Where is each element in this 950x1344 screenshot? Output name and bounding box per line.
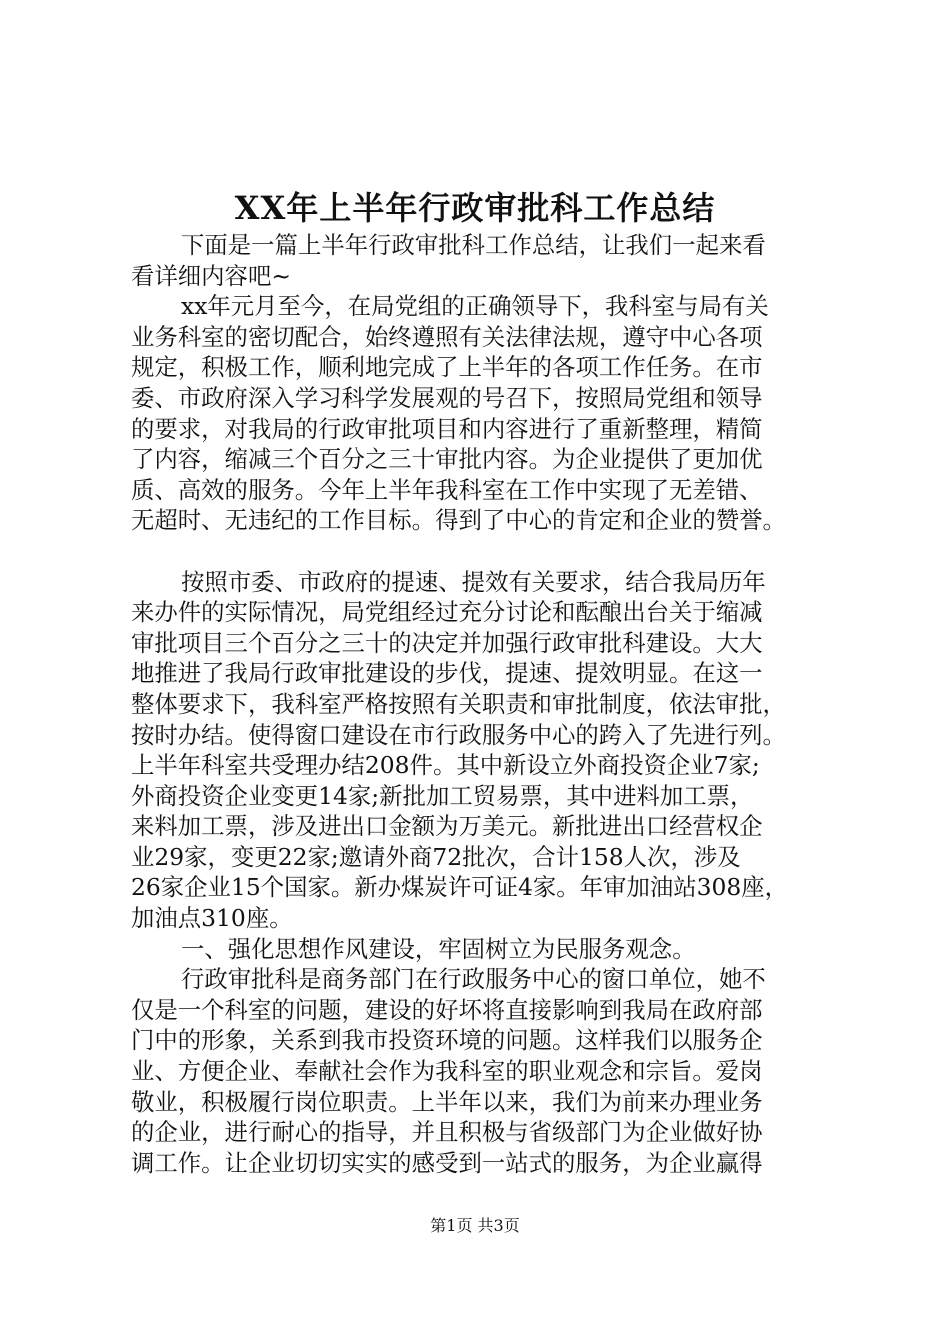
page-number-footer: 第1页 共3页	[430, 1216, 520, 1235]
paragraph-line: 业、方便企业、奉献社会作为我科室的职业观念和宗旨。爱岗	[131, 1057, 763, 1086]
paragraph-line: 整体要求下，我科室严格按照有关职责和审批制度，依法审批，	[131, 689, 786, 718]
paragraph-line: 按照市委、市政府的提速、提效有关要求，结合我局历年	[181, 567, 766, 596]
paragraph-line: 委、市政府深入学习科学发展观的号召下，按照局党组和领导	[131, 383, 763, 412]
paragraph-line: 外商投资企业变更14家;新批加工贸易票，其中进料加工票，	[131, 781, 754, 810]
paragraph-line: 按时办结。使得窗口建设在市行政服务中心的跨入了先进行列。	[131, 720, 786, 749]
paragraph-line: 审批项目三个百分之三十的决定并加强行政审批科建设。大大	[131, 628, 763, 657]
paragraph-line: 敬业，积极履行岗位职责。上半年以来，我们为前来办理业务	[131, 1087, 763, 1116]
paragraph-line: 加油点310座。	[131, 904, 293, 933]
paragraph-line: 看详细内容吧~	[131, 261, 291, 290]
document-title: XX年上半年行政审批科工作总结	[234, 189, 716, 227]
paragraph-line: 的企业，进行耐心的指导，并且积极与省级部门为企业做好协	[131, 1118, 763, 1147]
paragraph-line: 来料加工票，涉及进出口金额为万美元。新批进出口经营权企	[131, 812, 763, 841]
paragraph-line: 的要求，对我局的行政审批项目和内容进行了重新整理，精简	[131, 414, 763, 443]
section-heading: 一、强化思想作风建设，牢固树立为民服务观念。	[181, 934, 696, 963]
paragraph-line: 行政审批科是商务部门在行政服务中心的窗口单位，她不	[181, 965, 766, 994]
paragraph-spacer	[131, 536, 831, 567]
paragraph-line: 无超时、无违纪的工作目标。得到了中心的肯定和企业的赞誉。	[131, 506, 786, 535]
document-body	[131, 230, 831, 1178]
paragraph-line: 业29家，变更22家;邀请外商72批次，合计158人次，涉及	[131, 842, 741, 871]
paragraph-line: xx年元月至今，在局党组的正确领导下，我科室与局有关	[181, 292, 769, 321]
paragraph-line: 来办件的实际情况，局党组经过充分讨论和酝酿出台关于缩减	[131, 598, 763, 627]
paragraph-line: 26家企业15个国家。新办煤炭许可证4家。年审加油站308座，	[131, 873, 789, 902]
paragraph-line: 地推进了我局行政审批建设的步伐，提速、提效明显。在这一	[131, 659, 763, 688]
paragraph-line: 下面是一篇上半年行政审批科工作总结，让我们一起来看	[181, 231, 766, 259]
paragraph-line: 业务科室的密切配合，始终遵照有关法律法规，遵守中心各项	[131, 322, 763, 351]
paragraph-line: 上半年科室共受理办结208件。其中新设立外商投资企业7家;	[131, 751, 760, 780]
paragraph-line: 了内容，缩减三个百分之三十审批内容。为企业提供了更加优	[131, 445, 763, 474]
paragraph-line: 调工作。让企业切切实实的感受到一站式的服务，为企业赢得	[131, 1148, 763, 1177]
paragraph-line: 门中的形象，关系到我市投资环境的问题。这样我们以服务企	[131, 1026, 763, 1055]
paragraph-line: 规定，积极工作，顺利地完成了上半年的各项工作任务。在市	[131, 353, 763, 382]
paragraph-line: 仅是一个科室的问题，建设的好坏将直接影响到我局在政府部	[131, 995, 763, 1024]
paragraph-line: 质、高效的服务。今年上半年我科室在工作中实现了无差错、	[131, 475, 763, 504]
